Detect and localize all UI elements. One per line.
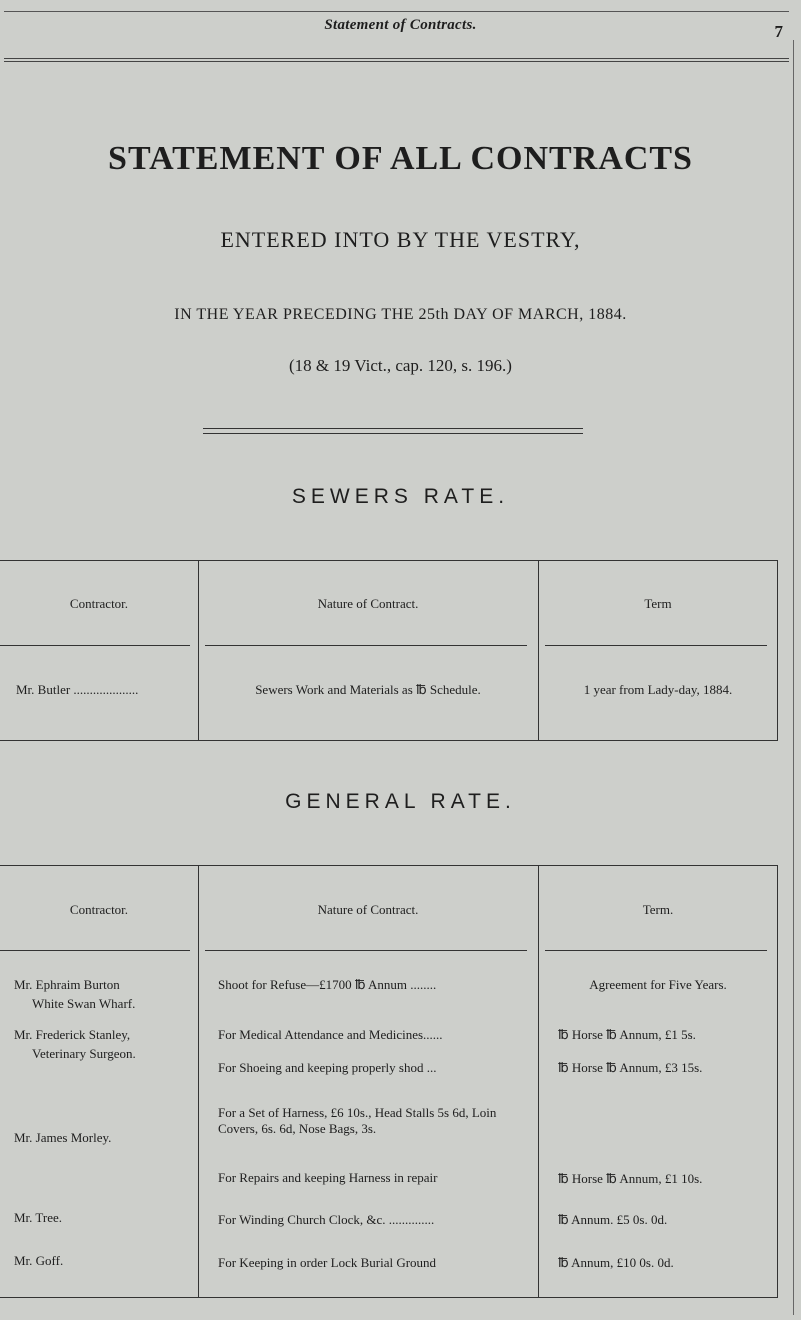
term-cell: 1 year from Lady-day, 1884. (583, 682, 733, 697)
general-rate-heading: GENERAL RATE. (285, 790, 516, 813)
nature-cell: For a Set of Harness, £6 10s., Head Stalls 5s 6d, Loin Covers, 6s. 6d, Nose Bags, 3s. (218, 1105, 497, 1136)
nature-cell: Shoot for Refuse—£1700 ℔ Annum ........ (218, 977, 437, 992)
title-rule-double (203, 433, 583, 434)
general-rate-table (0, 865, 778, 1305)
header-rule-top (4, 11, 789, 12)
term-cell: ℔ Annum. £5 0s. 0d. (558, 1212, 668, 1227)
column-header-term: Term (644, 596, 672, 611)
term-cell: ℔ Annum, £10 0s. 0d. (558, 1255, 674, 1270)
term-cell: ℔ Horse ℔ Annum, £3 15s. (558, 1060, 703, 1075)
sewers-rate-heading: SEWERS RATE. (291, 485, 510, 508)
nature-cell: For Keeping in order Lock Burial Ground (218, 1255, 437, 1270)
column-divider (777, 560, 778, 740)
table-rule (0, 865, 778, 866)
table-rule (205, 950, 527, 951)
column-divider (538, 865, 539, 1297)
contractor-cell: Mr. Tree. (14, 1210, 63, 1225)
contractor-cell: Mr. Butler .................... (16, 682, 139, 697)
nature-cell: For Winding Church Clock, &c. .............. (218, 1212, 435, 1227)
page-number: 7 (774, 22, 783, 41)
table-rule (205, 645, 527, 646)
term-cell: ℔ Horse ℔ Annum, £1 10s. (558, 1171, 703, 1186)
table-rule (0, 560, 778, 561)
contractor-address: White Swan Wharf. (32, 996, 136, 1011)
table-rule (0, 950, 190, 951)
term-cell: Agreement for Five Years. (589, 977, 727, 992)
table-rule (0, 1297, 778, 1298)
term-cell: ℔ Horse ℔ Annum, £1 5s. (558, 1027, 696, 1042)
page-title: STATEMENT OF ALL CONTRACTS (108, 140, 693, 177)
running-title: Statement of Contracts. (324, 17, 477, 33)
nature-cell: Sewers Work and Materials as ℔ Schedule. (255, 682, 481, 697)
nature-cell: For Medical Attendance and Medicines...... (218, 1027, 443, 1042)
column-header-term: Term. (642, 902, 674, 917)
column-header-nature: Nature of Contract. (317, 902, 419, 917)
nature-cell: For Repairs and keeping Harness in repair (218, 1170, 438, 1185)
contractor-cell: Mr. James Morley. (14, 1130, 112, 1145)
table-rule (545, 950, 767, 951)
column-header-contractor: Contractor. (69, 596, 129, 611)
subtitle-vestry: ENTERED INTO BY THE VESTRY, (220, 227, 581, 252)
header-rule-bottom (4, 58, 789, 59)
subtitle-year: IN THE YEAR PRECEDING THE 25th DAY OF MARCH, 1884. (174, 306, 627, 323)
table-rule (0, 740, 778, 741)
contractor-title: Veterinary Surgeon. (32, 1046, 136, 1061)
table-rule (545, 645, 767, 646)
column-divider (538, 560, 539, 740)
column-divider (198, 560, 199, 740)
table-rule (0, 645, 190, 646)
column-header-contractor: Contractor. (69, 902, 129, 917)
title-rule (203, 428, 583, 429)
subtitle-statute: (18 & 19 Vict., cap. 120, s. 196.) (289, 356, 512, 375)
column-divider (198, 865, 199, 1297)
contractor-cell: Mr. Ephraim Burton (14, 977, 120, 992)
contractor-cell: Mr. Frederick Stanley, (14, 1027, 131, 1042)
column-divider (777, 865, 778, 1297)
header-rule-bottom-double (4, 61, 789, 62)
column-header-nature: Nature of Contract. (317, 596, 419, 611)
sewers-rate-table (0, 560, 778, 745)
nature-cell: For Shoeing and keeping properly shod ... (218, 1060, 437, 1075)
contractor-cell: Mr. Goff. (14, 1253, 64, 1268)
